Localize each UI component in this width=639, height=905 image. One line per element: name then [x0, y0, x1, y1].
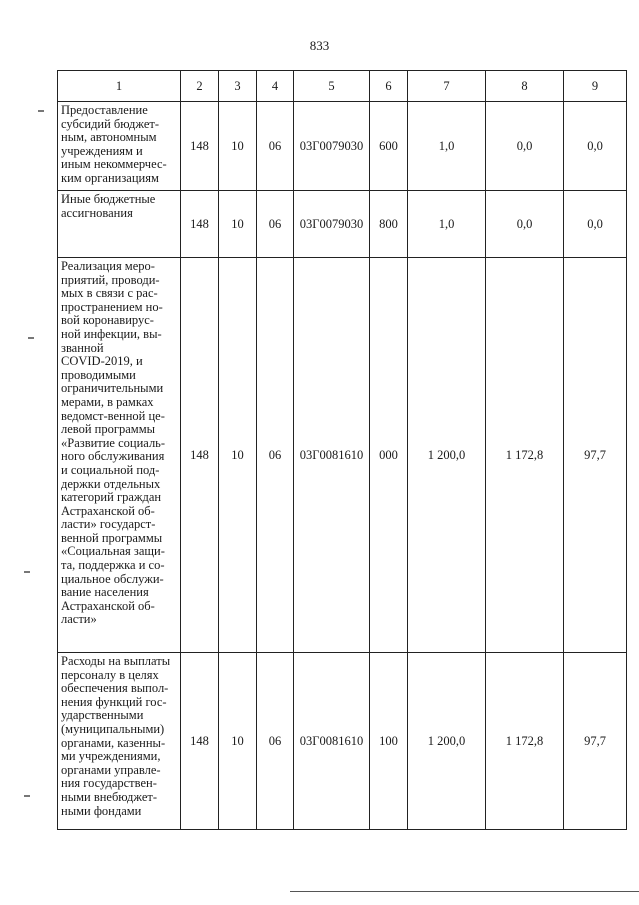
- margin-mark: [38, 110, 44, 112]
- description-line: держки отдельных: [61, 476, 161, 491]
- table-cell: 1,0: [408, 191, 486, 258]
- bottom-rule: [290, 891, 639, 892]
- description-line: та, поддержка и со-: [61, 558, 165, 573]
- description-line: и социальной под-: [61, 462, 160, 477]
- description-line: ными внебюджет-: [61, 789, 158, 804]
- table-cell: 03Г0079030: [294, 102, 370, 191]
- column-header: 6: [370, 71, 408, 102]
- description-line: персоналу в целях: [61, 667, 159, 682]
- table-cell: 03Г0081610: [294, 653, 370, 830]
- description-line: нения функций гос-: [61, 694, 167, 709]
- description-line: циальное обслужи-: [61, 571, 164, 586]
- description-line: мых в связи с рас-: [61, 286, 158, 301]
- column-header: 2: [181, 71, 219, 102]
- table-cell: 1 172,8: [486, 258, 564, 653]
- column-header: 9: [564, 71, 627, 102]
- table-cell: 03Г0079030: [294, 191, 370, 258]
- row-description: [58, 653, 181, 830]
- row-description: [58, 258, 181, 653]
- description-line: вой коронавирус-: [61, 313, 154, 328]
- table-row: [58, 102, 627, 191]
- column-header: 7: [408, 71, 486, 102]
- table-cell: 1 200,0: [408, 653, 486, 830]
- column-header: 3: [219, 71, 257, 102]
- table-cell: 600: [370, 102, 408, 191]
- description-line: (муниципальными): [61, 721, 165, 736]
- column-header: 8: [486, 71, 564, 102]
- table-cell: 1 200,0: [408, 258, 486, 653]
- budget-table: [57, 70, 627, 830]
- description-line: венной программы: [61, 530, 163, 545]
- description-line: ными фондами: [61, 803, 142, 818]
- column-header: 4: [257, 71, 294, 102]
- description-line: обеспечения выпол-: [61, 681, 169, 696]
- description-line: приятий, проводи-: [61, 272, 160, 287]
- description-line: Реализация меро-: [61, 259, 155, 273]
- table-cell: 148: [181, 653, 219, 830]
- table-cell: 10: [219, 102, 257, 191]
- description-line: Предоставление: [61, 103, 148, 117]
- table-cell: 0,0: [564, 102, 627, 191]
- page-number: 833: [309, 38, 330, 53]
- description-line: ми учреждениями,: [61, 749, 161, 764]
- description-line: органами управле-: [61, 762, 161, 777]
- table-row: [58, 191, 627, 258]
- table-cell: 10: [219, 653, 257, 830]
- description-line: ным, автономным: [61, 130, 157, 145]
- description-line: иным некоммерчес-: [61, 157, 167, 172]
- description-line: ласти»: [61, 612, 97, 627]
- table-row: [58, 653, 627, 830]
- description-line: пространением но-: [61, 299, 163, 314]
- description-line: званной: [61, 340, 104, 355]
- table-cell: 1,0: [408, 102, 486, 191]
- table-cell: 148: [181, 102, 219, 191]
- description-line: «Социальная защи-: [61, 544, 165, 559]
- table-cell: 06: [257, 102, 294, 191]
- table-cell: 97,7: [564, 258, 627, 653]
- description-line: COVID-2019, и: [61, 354, 143, 369]
- table-cell: 03Г0081610: [294, 258, 370, 653]
- table-cell: 0,0: [486, 191, 564, 258]
- column-header: 1: [58, 71, 181, 102]
- table-cell: 148: [181, 258, 219, 653]
- table-cell: 100: [370, 653, 408, 830]
- margin-mark: [24, 795, 30, 797]
- description-line: проводимыми: [61, 367, 136, 382]
- table-cell: 10: [219, 258, 257, 653]
- description-line: ударственными: [61, 708, 144, 723]
- description-line: вание населения: [61, 585, 149, 600]
- description-line: Расходы на выплаты: [61, 654, 171, 668]
- row-description: [58, 102, 181, 191]
- table-cell: 0,0: [486, 102, 564, 191]
- description-line: ассигнования: [61, 205, 133, 220]
- description-line: Астраханской об-: [61, 598, 155, 613]
- description-line: мерами, в рамках: [61, 394, 154, 409]
- description-line: ограничительными: [61, 381, 164, 396]
- description-line: учреждениям и: [61, 143, 143, 158]
- description-line: ведомст-венной це-: [61, 408, 165, 423]
- description-line: Иные бюджетные: [61, 192, 156, 206]
- margin-mark: [28, 337, 34, 339]
- table-cell: 0,0: [564, 191, 627, 258]
- description-line: Астраханской об-: [61, 503, 155, 518]
- table-cell: 97,7: [564, 653, 627, 830]
- column-header: 5: [294, 71, 370, 102]
- table-cell: 06: [257, 653, 294, 830]
- description-line: ким организациям: [61, 170, 159, 185]
- row-description: [58, 191, 181, 258]
- margin-mark: [24, 571, 30, 573]
- description-line: субсидий бюджет-: [61, 116, 159, 131]
- description-line: ного обслуживания: [61, 449, 165, 464]
- description-line: органами, казенны-: [61, 735, 166, 750]
- description-line: ной инфекции, вы-: [61, 326, 162, 341]
- table-cell: 10: [219, 191, 257, 258]
- table-row: [58, 258, 627, 653]
- description-line: категорий граждан: [61, 490, 162, 505]
- table-cell: 06: [257, 191, 294, 258]
- description-line: «Развитие социаль-: [61, 435, 166, 450]
- table-cell: 148: [181, 191, 219, 258]
- table-cell: 1 172,8: [486, 653, 564, 830]
- table-header-row: [58, 71, 627, 102]
- description-line: ния государствен-: [61, 776, 157, 791]
- table-cell: 000: [370, 258, 408, 653]
- table-cell: 06: [257, 258, 294, 653]
- table-cell: 800: [370, 191, 408, 258]
- description-line: ласти» государст-: [61, 517, 156, 532]
- description-line: левой программы: [61, 422, 156, 437]
